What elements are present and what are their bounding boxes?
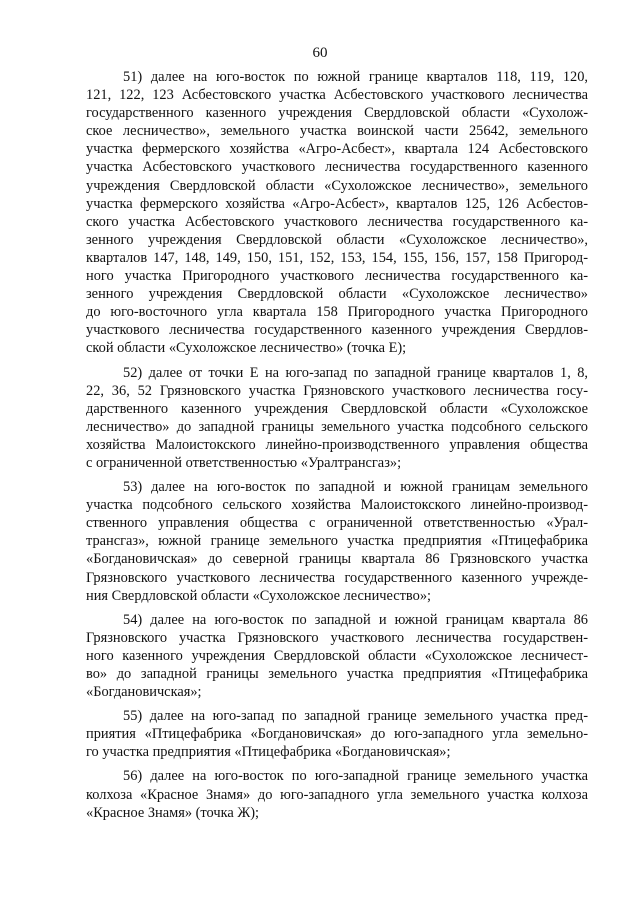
paragraph-line: приятия «Птицефабрика «Богдановичская» до юго-западного угла земельно-: [86, 726, 588, 743]
paragraph-line: участка фермерского хозяйства «Агро-Асбест», квартала 124 Асбестовского: [86, 141, 588, 158]
paragraph-line: «Красное Знамя» (точка Ж);: [86, 804, 260, 821]
paragraph-item: [86, 68, 588, 358]
paragraph-item: [86, 364, 588, 473]
paragraph-line: учреждения Свердловской области «Сухоложское лесничество», земельного: [86, 177, 588, 194]
paragraph-line: трансгаз», южной границе земельного участка предприятия «Птицефабрика: [86, 533, 588, 550]
paragraph-line: ного участка Пригородного участкового лесничества государственного ка-: [86, 268, 588, 285]
paragraph-item: [86, 478, 588, 605]
paragraph-line: го участка предприятия «Птицефабрика «Богдановичская»;: [86, 744, 451, 761]
paragraph-line: государственного казенного учреждения Свердловской области «Сухолож-: [86, 105, 588, 122]
paragraph-line: кварталов 147, 148, 149, 150, 151, 152, 153, 154, 155, 156, 157, 158 Пригород-: [86, 249, 588, 266]
paragraph-line: «Богдановичская»;: [86, 684, 202, 701]
paragraph-line: 55) далее на юго-запад по западной границе земельного участка пред-: [123, 708, 588, 725]
paragraph-line: дарственного казенного учреждения Свердловской области «Сухоложское: [86, 400, 588, 417]
paragraph-line: 51) далее на юго-восток по южной границе кварталов 118, 119, 120,: [123, 69, 588, 85]
paragraph-line: участка фермерского хозяйства «Агро-Асбест», кварталов 125, 126 Асбестов-: [86, 195, 588, 212]
paragraph-line: ния Свердловской области «Сухоложское лесничество»;: [86, 587, 432, 604]
paragraph-line: ского участка Асбестовского участкового лесничества государственного ка-: [86, 213, 588, 230]
paragraph-line: участка Асбестовского участкового лесничества государственного казенного: [86, 159, 588, 176]
paragraph-line: 121, 122, 123 Асбестовского участка Асбестовского участкового лесничества: [86, 87, 588, 104]
paragraph-line: ское лесничество», земельного участка воинской части 25642, земельного: [86, 123, 588, 140]
paragraph-line: колхоза «Красное Знамя» до юго-западного угла земельного участка колхоза: [86, 786, 588, 803]
paragraph-line: участкового лесничества государственного казенного учреждения Свердлов-: [86, 322, 588, 339]
paragraph-line: зенного учреждения Свердловской области «Сухоложское лесничество»,: [86, 231, 588, 248]
paragraph-line: до юго-восточного угла квартала 158 Пригородного участка Пригородного: [86, 304, 588, 321]
paragraph-line: участка подсобного сельского хозяйства Малоистокского линейно-производ-: [86, 497, 588, 514]
paragraph-line: ного казенного учреждения Свердловской области «Сухоложское лесничест-: [86, 647, 588, 664]
paragraph-line: ственного управления общества с ограниченной ответственностью «Урал-: [86, 515, 588, 532]
paragraph-line: во» до западной границы земельного участка предприятия «Птицефабрика: [86, 666, 588, 682]
paragraph-line: Грязновского участкового лесничества государственного казенного учрежде-: [86, 569, 588, 586]
paragraph-line: зенного учреждения Свердловской области «Сухоложское лесничество»: [86, 286, 588, 303]
paragraph-line: хозяйства Малоистокского линейно-производственного управления общества: [86, 436, 588, 453]
paragraph-line: 52) далее от точки Е на юго-запад по западной границе кварталов 1, 8,: [123, 364, 588, 381]
paragraph-line: лесничество» до западной границы земельного участка подсобного сельского: [86, 418, 588, 435]
paragraph-item: [86, 707, 588, 761]
paragraph-line: 22, 36, 52 Грязновского участка Грязновского участкового лесничества госу-: [86, 382, 588, 399]
page-number: 60: [312, 45, 328, 61]
paragraph-line: с ограниченной ответственностью «Уралтрансгаз»;: [86, 454, 402, 471]
paragraph-line: Грязновского участка Грязновского участкового лесничества государствен-: [86, 629, 588, 646]
paragraph-line: 54) далее на юго-восток по западной и южной границам квартала 86: [123, 611, 588, 628]
paragraph-item: [86, 611, 588, 701]
paragraph-line: 53) далее на юго-восток по западной и южной границам земельного: [123, 479, 588, 496]
paragraph-line: 56) далее на юго-восток по юго-западной границе земельного участка: [123, 768, 588, 785]
document-body: [86, 68, 588, 828]
paragraph-line: ской области «Сухоложское лесничество» (точка Е);: [86, 340, 407, 357]
paragraph-line: «Богдановичская» до северной границы квартала 86 Грязновского участка: [86, 551, 588, 568]
paragraph-item: [86, 767, 588, 821]
